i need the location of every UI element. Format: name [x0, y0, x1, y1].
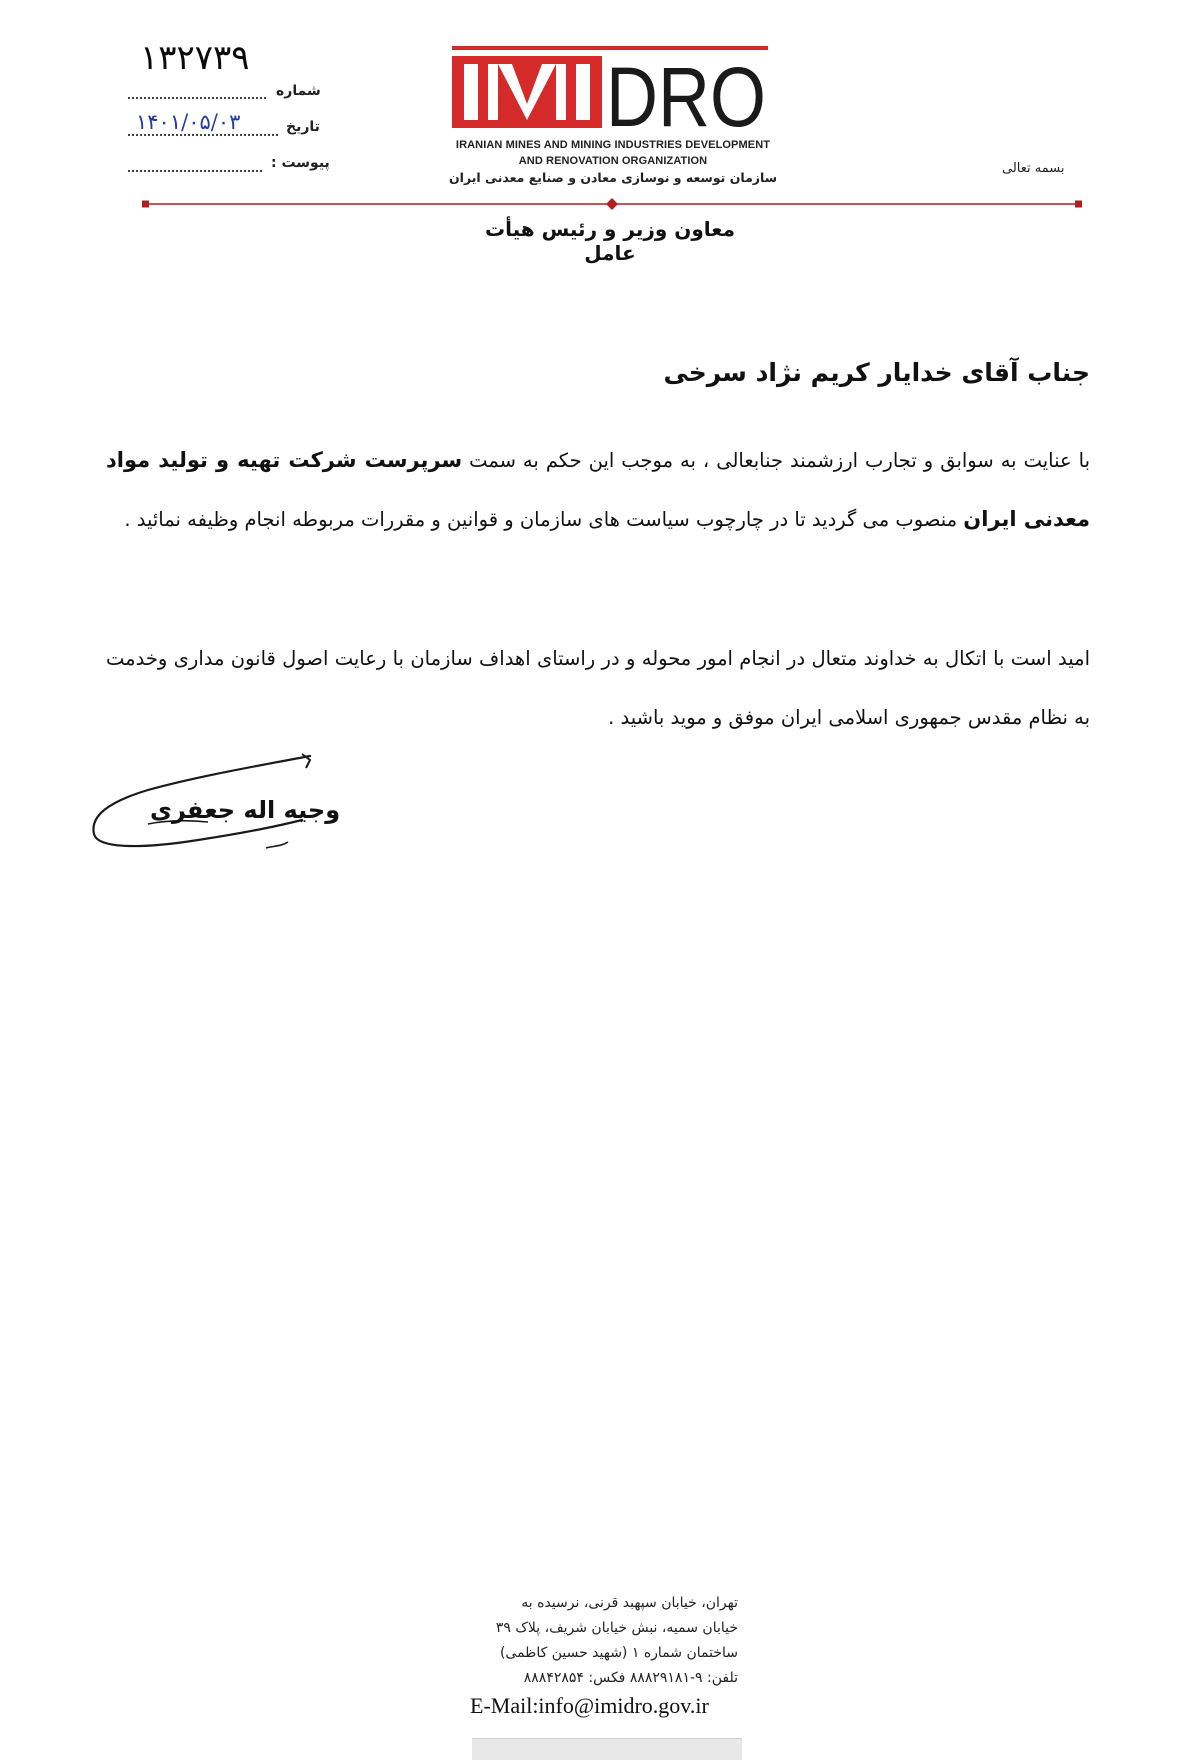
- footer-band: [472, 1738, 742, 1760]
- org-name-english-line2: AND RENOVATION ORGANIZATION: [518, 155, 708, 167]
- org-name-persian: سازمان توسعه و نوسازی معادن و صنایع معدنی ایران: [448, 170, 777, 185]
- svg-text:DRO: DRO: [606, 50, 766, 144]
- signer-name: وجیه اله جعفری: [150, 796, 341, 824]
- header-divider: [142, 198, 1082, 210]
- address-line-1: تهران، خیابان سپهبد قرنی، نرسیده به: [521, 1595, 738, 1611]
- appointment-text-start: با عنایت به سوابق و تجارب ارزشمند جنابعالی ، به موجب این حکم به سمت: [462, 449, 1090, 472]
- bismillah-text: بسمه تعالی: [1002, 161, 1065, 176]
- reference-number-handwritten: ۱۳۲۷۳۹: [140, 38, 250, 78]
- reference-attachment-label: پیوست :: [271, 155, 330, 171]
- appointment-text-end: منصوب می گردید تا در چارچوب سیاست های سازمان و قوانین و مقررات مربوطه انجام وظیفه نمائید .: [124, 508, 964, 531]
- email-address: E-Mail:info@imidro.gov.ir: [470, 1693, 709, 1718]
- appointment-position-bold: سرپرست شرکت تهیه و تولید مواد معدنی ایران: [106, 448, 1090, 531]
- recipient-name: جناب آقای خدایار کریم نژاد سرخی: [663, 358, 1090, 387]
- address-line-2: خیابان سمیه، نبش خیابان شریف، پلاک ۳۹: [495, 1620, 738, 1636]
- appointment-paragraph: [106, 431, 1090, 549]
- org-name-english-line1: IRANIAN MINES AND MINING INDUSTRIES DEVELOPMENT: [455, 139, 771, 151]
- phone-fax-line: تلفن: ۹-۸۸۸۲۹۱۸۱ فکس: ۸۸۸۴۲۸۵۴: [523, 1670, 738, 1686]
- reference-date-handwritten: ۱۴۰۱/۰۵/۰۳: [136, 110, 241, 134]
- imidro-logo: [452, 46, 772, 144]
- reference-number-dotted-line: [128, 97, 266, 99]
- sender-title: معاون وزیر و رئیس هیأت عامل: [485, 217, 735, 265]
- reference-attachment-dotted-line: [128, 170, 262, 172]
- reference-date-label: تاریخ: [286, 119, 320, 135]
- closing-paragraph: امید است با اتکال به خداوند متعال در انجام امور محوله و در راستای اهداف سازمان با رعایت اصول قانون مداری وخدمت به نظام مقدس جمهوری اسلامی ایران موفق و موید باشید .: [106, 647, 1090, 729]
- address-line-3: ساختمان شماره ۱ (شهید حسین کاظمی): [499, 1645, 738, 1661]
- reference-date-dotted-line: [128, 134, 278, 136]
- reference-number-label: شماره: [276, 83, 321, 99]
